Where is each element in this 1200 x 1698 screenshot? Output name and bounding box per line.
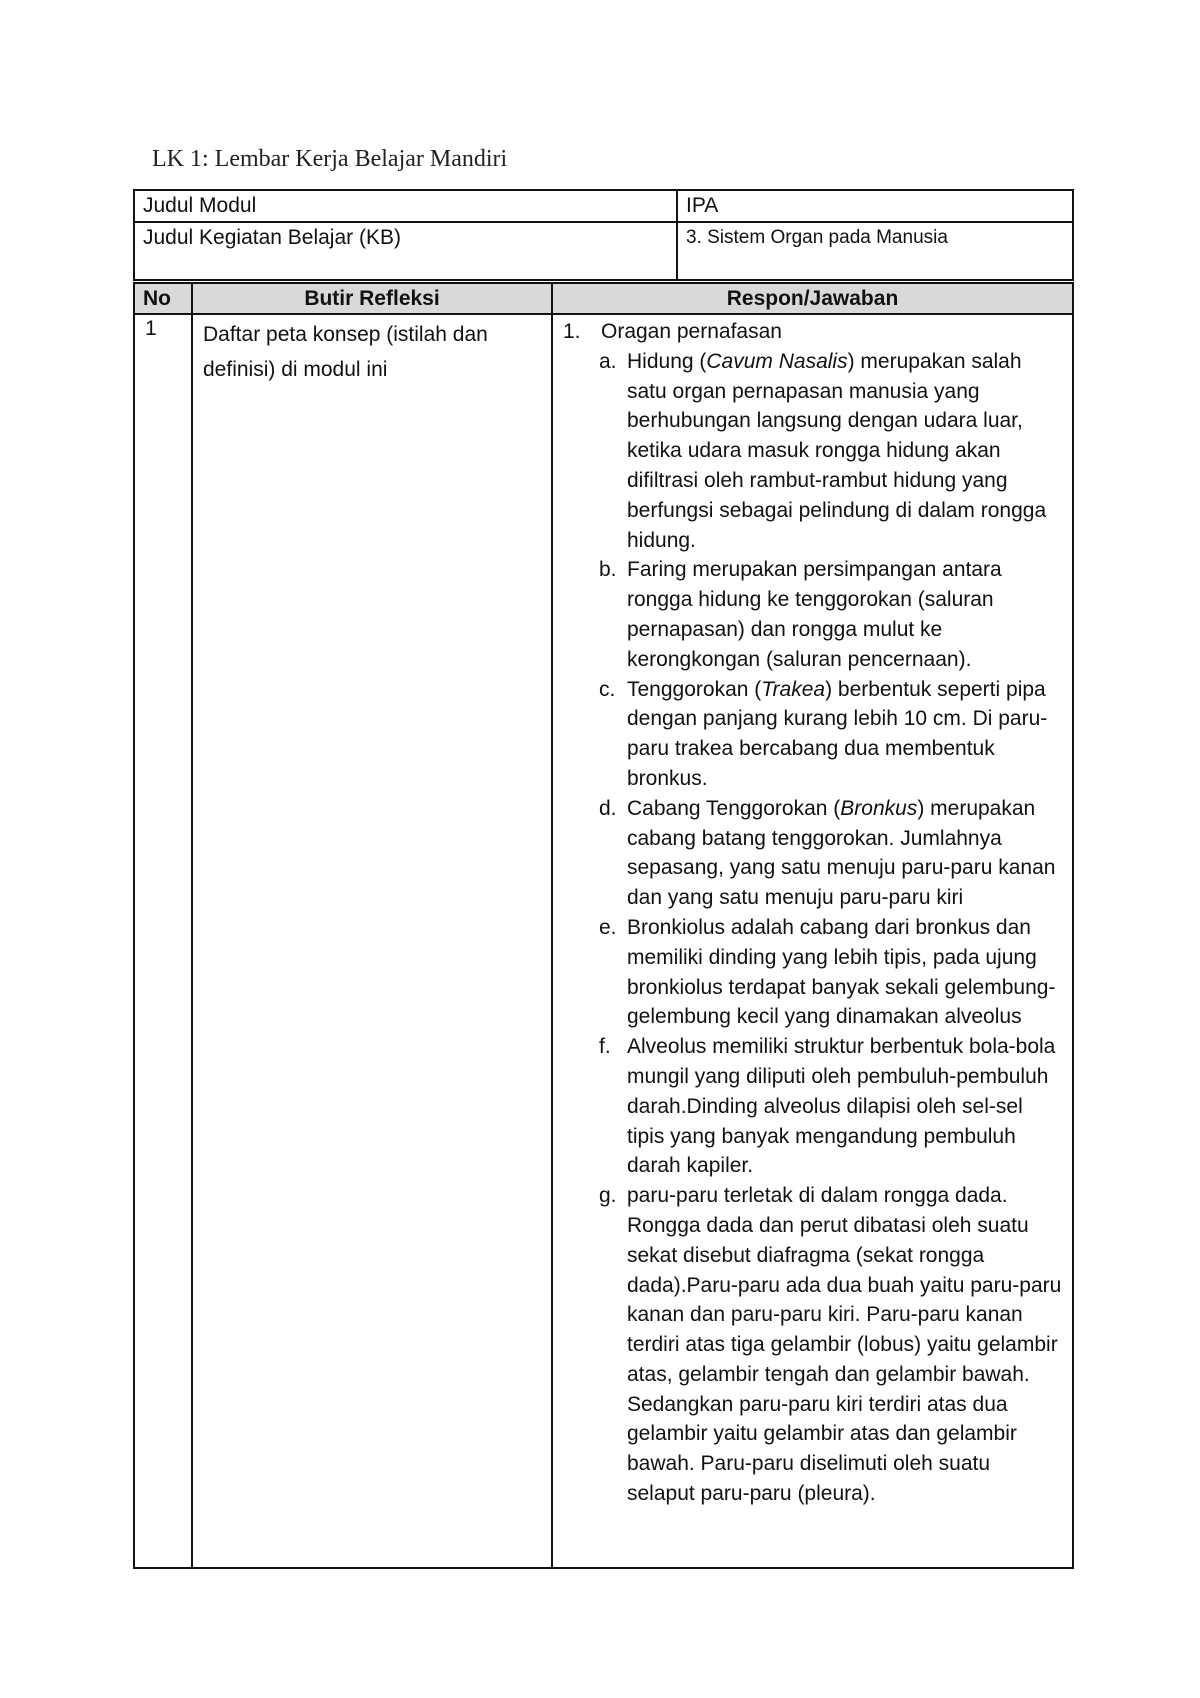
list-item-text: Faring merupakan persimpangan antara rongga hidung ke tenggorokan (saluran pernapasan) dan rongga mulut ke kerongkongan (saluran pencernaan). — [627, 558, 1002, 671]
header-row — [134, 283, 1073, 314]
heading-text: Oragan pernafasan — [601, 320, 782, 343]
document-title: LK 1: Lembar Kerja Belajar Mandiri — [152, 146, 508, 172]
list-item — [563, 347, 1062, 556]
list-item-letter: d. — [599, 796, 617, 820]
row-number: 1 — [134, 314, 192, 1568]
list-item-letter: b. — [599, 558, 617, 582]
list-item-letter: e. — [599, 915, 617, 939]
activity-row — [134, 222, 1073, 280]
heading-number: 1. — [563, 320, 581, 343]
list-item — [563, 1032, 1062, 1181]
table-row — [134, 314, 1073, 1568]
module-label: Judul Modul — [134, 190, 677, 222]
header-no: No — [134, 283, 192, 314]
response-cell — [552, 314, 1073, 1568]
activity-label: Judul Kegiatan Belajar (KB) — [134, 222, 677, 280]
list-item-text: Alveolus memiliki struktur berbentuk bola-bola mungil yang diliputi oleh pembuluh-pembuluh darah.Dinding alveolus dilapisi oleh sel-sel tipis yang banyak mengandung pembuluh darah kapiler. — [627, 1035, 1056, 1178]
response-list — [563, 317, 1062, 1509]
module-row — [134, 190, 1073, 222]
list-item-text: Tenggorokan (Trakea) berbentuk seperti pipa dengan panjang kurang lebih 10 cm. Di paru-paru trakea bercabang dua membentuk bronkus. — [627, 677, 1048, 790]
list-item — [563, 1181, 1062, 1509]
list-item-letter: a. — [599, 349, 617, 373]
header-butir: Butir Refleksi — [192, 283, 552, 314]
header-respon: Respon/Jawaban — [552, 283, 1073, 314]
list-item-letter: g. — [599, 1184, 617, 1208]
list-item — [563, 675, 1062, 794]
reflection-item: Daftar peta konsep (istilah dan definisi) di modul ini — [192, 314, 552, 1568]
reflection-table — [133, 282, 1074, 1569]
list-item — [563, 555, 1062, 674]
list-item-text: Bronkiolus adalah cabang dari bronkus dan memiliki dinding yang lebih tipis, pada ujung bronkiolus terdapat banyak sekali gelembung-gelembung kecil yang dinamakan alveolus — [627, 915, 1056, 1029]
module-info-table — [133, 189, 1074, 281]
list-item-letter: c. — [599, 677, 616, 701]
module-value: IPA — [677, 190, 1073, 222]
list-item-text: Hidung (Cavum Nasalis) merupakan salah satu organ pernapasan manusia yang berhubungan langsung dengan udara luar, ketika udara masuk rongga hidung akan difiltrasi oleh rambut-rambut hidung yang berfungsi sebagai pelindung di dalam rongga hidung. — [627, 349, 1047, 552]
list-item — [563, 794, 1062, 913]
list-item-letter: f. — [599, 1035, 611, 1059]
list-item-text: Cabang Tenggorokan (Bronkus) merupakan cabang batang tenggorokan. Jumlahnya sepasang, yang satu menuju paru-paru kanan dan yang satu menuju paru-paru kiri — [627, 796, 1056, 910]
activity-value: 3. Sistem Organ pada Manusia — [677, 222, 1073, 280]
list-item — [563, 913, 1062, 1032]
list-item-text: paru-paru terletak di dalam rongga dada. Rongga dada dan perut dibatasi oleh suatu sekat disebut diafragma (sekat rongga dada).Paru-paru ada dua buah yaitu paru-paru kanan dan paru-paru kiri. Paru-paru kanan terdiri atas tiga gelambir (lobus) yaitu gelambir atas, gelambir tengah dan gelambir bawah. Sedangkan paru-paru kiri terdiri atas dua gelambir yaitu gelambir atas dan gelambir bawah. Paru-paru diselimuti oleh suatu selaput paru-paru (pleura). — [627, 1184, 1062, 1506]
response-heading — [563, 317, 1062, 347]
